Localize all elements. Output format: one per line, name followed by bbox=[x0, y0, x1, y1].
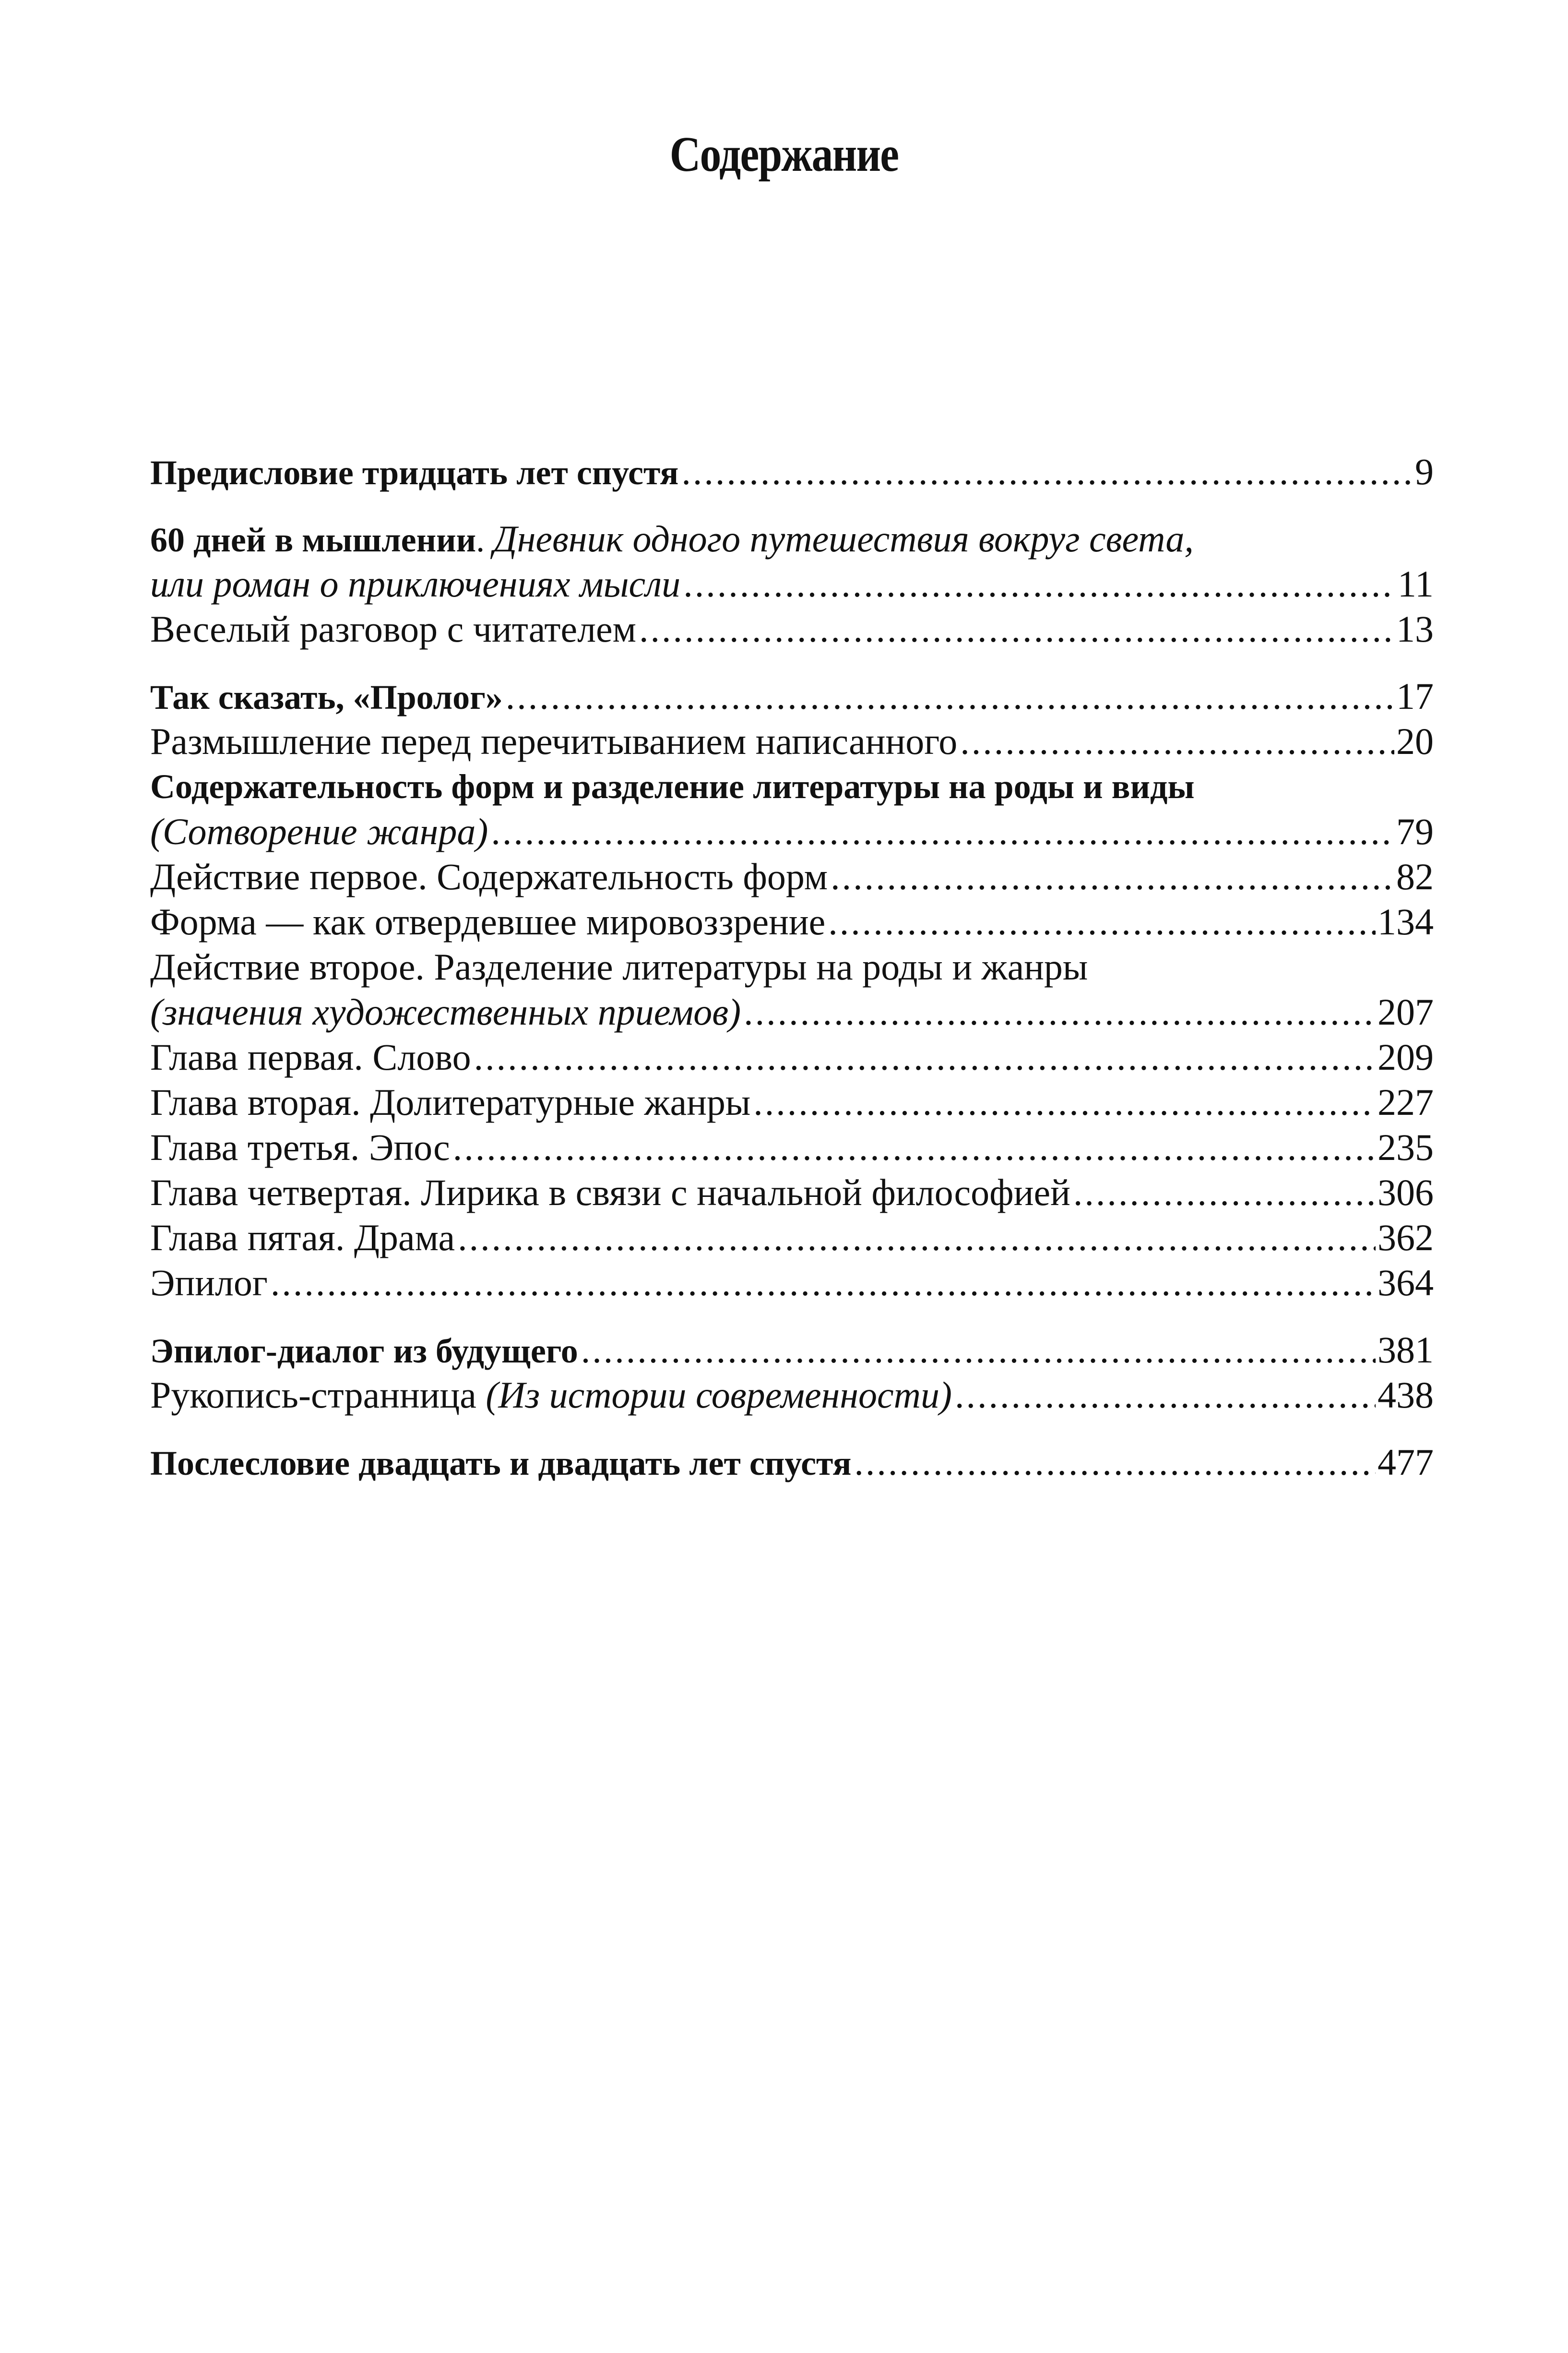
toc-entry-subtitle: (Из истории современности) bbox=[486, 1374, 952, 1416]
toc-entry-chapter-3[interactable] bbox=[150, 1125, 1434, 1170]
toc-leader-dots bbox=[952, 1373, 1376, 1418]
toc-entry-prologue[interactable] bbox=[150, 674, 1434, 719]
toc-entry-manuscript[interactable] bbox=[150, 1373, 1434, 1418]
toc-leader-dots bbox=[503, 674, 1394, 719]
toc-leader-dots bbox=[268, 1260, 1376, 1305]
toc-page-number: 362 bbox=[1378, 1217, 1434, 1258]
toc-entry-forms-line1[interactable]: Содержательность форм и разделение литературы на роды и виды bbox=[150, 767, 1195, 806]
toc-leader-dots bbox=[471, 1035, 1376, 1080]
toc-entry-title: Размышление перед перечитыванием написанного bbox=[150, 720, 958, 762]
toc-leader-dots bbox=[957, 719, 1394, 764]
toc-leader-dots bbox=[578, 1327, 1376, 1373]
table-of-contents bbox=[150, 449, 1434, 1485]
toc-page-number: 227 bbox=[1378, 1081, 1434, 1123]
toc-leader-dots bbox=[450, 1125, 1376, 1170]
toc-leader-dots bbox=[1070, 1170, 1376, 1215]
toc-entry-chapter-2[interactable] bbox=[150, 1080, 1434, 1125]
toc-page-number: 79 bbox=[1396, 811, 1434, 852]
toc-leader-dots bbox=[680, 561, 1396, 607]
toc-entry-subtitle: (значения художественных приемов) bbox=[150, 991, 741, 1033]
toc-entry-title: Предисловие тридцать лет спустя bbox=[150, 454, 679, 492]
toc-entry-conversation[interactable] bbox=[150, 607, 1434, 652]
toc-entry-title: Глава четвертая. Лирика в связи с начальной философией bbox=[150, 1171, 1070, 1213]
toc-entry-title: Веселый разговор с читателем bbox=[150, 608, 636, 650]
toc-entry-subtitle: (Сотворение жанра) bbox=[150, 811, 488, 852]
toc-page-number: 9 bbox=[1415, 451, 1434, 492]
toc-entry-afterword[interactable] bbox=[150, 1440, 1434, 1485]
toc-page-number: 438 bbox=[1378, 1374, 1434, 1416]
toc-leader-dots bbox=[828, 854, 1394, 899]
page-title: Содержание bbox=[669, 127, 899, 182]
toc-entry-title: Действие первое. Содержательность форм bbox=[150, 856, 828, 897]
toc-entry-title: Эпилог-диалог из будущего bbox=[150, 1332, 578, 1370]
toc-entry-title: Форма — как отвердевшее мировоззрение bbox=[150, 901, 826, 943]
toc-page-number: 82 bbox=[1396, 856, 1434, 897]
toc-entry-act-two-line2[interactable] bbox=[150, 990, 1434, 1035]
toc-page-number: 207 bbox=[1378, 991, 1434, 1033]
toc-entry-title: Послесловие двадцать и двадцать лет спустя bbox=[150, 1444, 852, 1482]
toc-leader-dots bbox=[488, 809, 1394, 854]
toc-leader-dots bbox=[678, 449, 1413, 494]
toc-entry-preface[interactable] bbox=[150, 449, 1434, 494]
toc-entry-chapter-1[interactable] bbox=[150, 1035, 1434, 1080]
toc-page-number: 134 bbox=[1378, 901, 1434, 943]
toc-page-number: 209 bbox=[1378, 1036, 1434, 1078]
toc-entry-60-days-line1[interactable] bbox=[150, 516, 1434, 561]
toc-entry-subtitle: или роман о приключениях мысли bbox=[150, 563, 681, 605]
toc-page-number: 477 bbox=[1378, 1441, 1434, 1483]
toc-entry-chapter-4[interactable] bbox=[150, 1170, 1434, 1215]
toc-entry-60-days-line2[interactable] bbox=[150, 561, 1434, 607]
toc-page-number: 17 bbox=[1396, 675, 1434, 717]
toc-entry-title: Глава третья. Эпос bbox=[150, 1126, 450, 1168]
toc-entry-forms-line2[interactable] bbox=[150, 809, 1434, 854]
toc-page-number: 235 bbox=[1378, 1126, 1434, 1168]
toc-entry-title: Эпилог bbox=[150, 1262, 268, 1303]
toc-entry-title: Глава пятая. Драма bbox=[150, 1217, 455, 1258]
toc-entry-title: Так сказать, «Пролог» bbox=[150, 678, 503, 717]
toc-entry-title: 60 дней в мышлении bbox=[150, 521, 476, 559]
toc-title-separator: . bbox=[476, 521, 494, 559]
toc-page-number: 11 bbox=[1397, 563, 1434, 605]
toc-leader-dots bbox=[825, 899, 1376, 944]
toc-page-number: 13 bbox=[1396, 608, 1434, 650]
toc-leader-dots bbox=[636, 607, 1394, 652]
toc-entry-title-main: Рукопись-странница bbox=[150, 1374, 476, 1416]
toc-page-number: 20 bbox=[1396, 720, 1434, 762]
toc-leader-dots bbox=[741, 990, 1376, 1035]
toc-entry-epilogue[interactable] bbox=[150, 1260, 1434, 1305]
toc-entry-act-one[interactable] bbox=[150, 854, 1434, 899]
toc-leader-dots bbox=[851, 1440, 1376, 1485]
toc-page-number: 381 bbox=[1378, 1329, 1434, 1371]
toc-entry-title: Глава вторая. Долитературные жанры bbox=[150, 1081, 751, 1123]
toc-entry-reflection[interactable] bbox=[150, 719, 1434, 764]
toc-page-number: 364 bbox=[1378, 1262, 1434, 1303]
toc-entry-chapter-5[interactable] bbox=[150, 1215, 1434, 1260]
toc-leader-dots bbox=[750, 1080, 1376, 1125]
toc-entry-act-two-line1[interactable]: Действие второе. Разделение литературы на роды и жанры bbox=[150, 946, 1088, 988]
toc-page-number: 306 bbox=[1378, 1171, 1434, 1213]
toc-entry-form-worldview[interactable] bbox=[150, 899, 1434, 944]
toc-entry-subtitle: Дневник одного путешествия вокруг света, bbox=[493, 518, 1194, 560]
toc-entry-epilogue-dialogue[interactable] bbox=[150, 1327, 1434, 1373]
toc-entry-title bbox=[150, 1373, 952, 1418]
toc-leader-dots bbox=[455, 1215, 1376, 1260]
toc-entry-title: Глава первая. Слово bbox=[150, 1036, 471, 1078]
